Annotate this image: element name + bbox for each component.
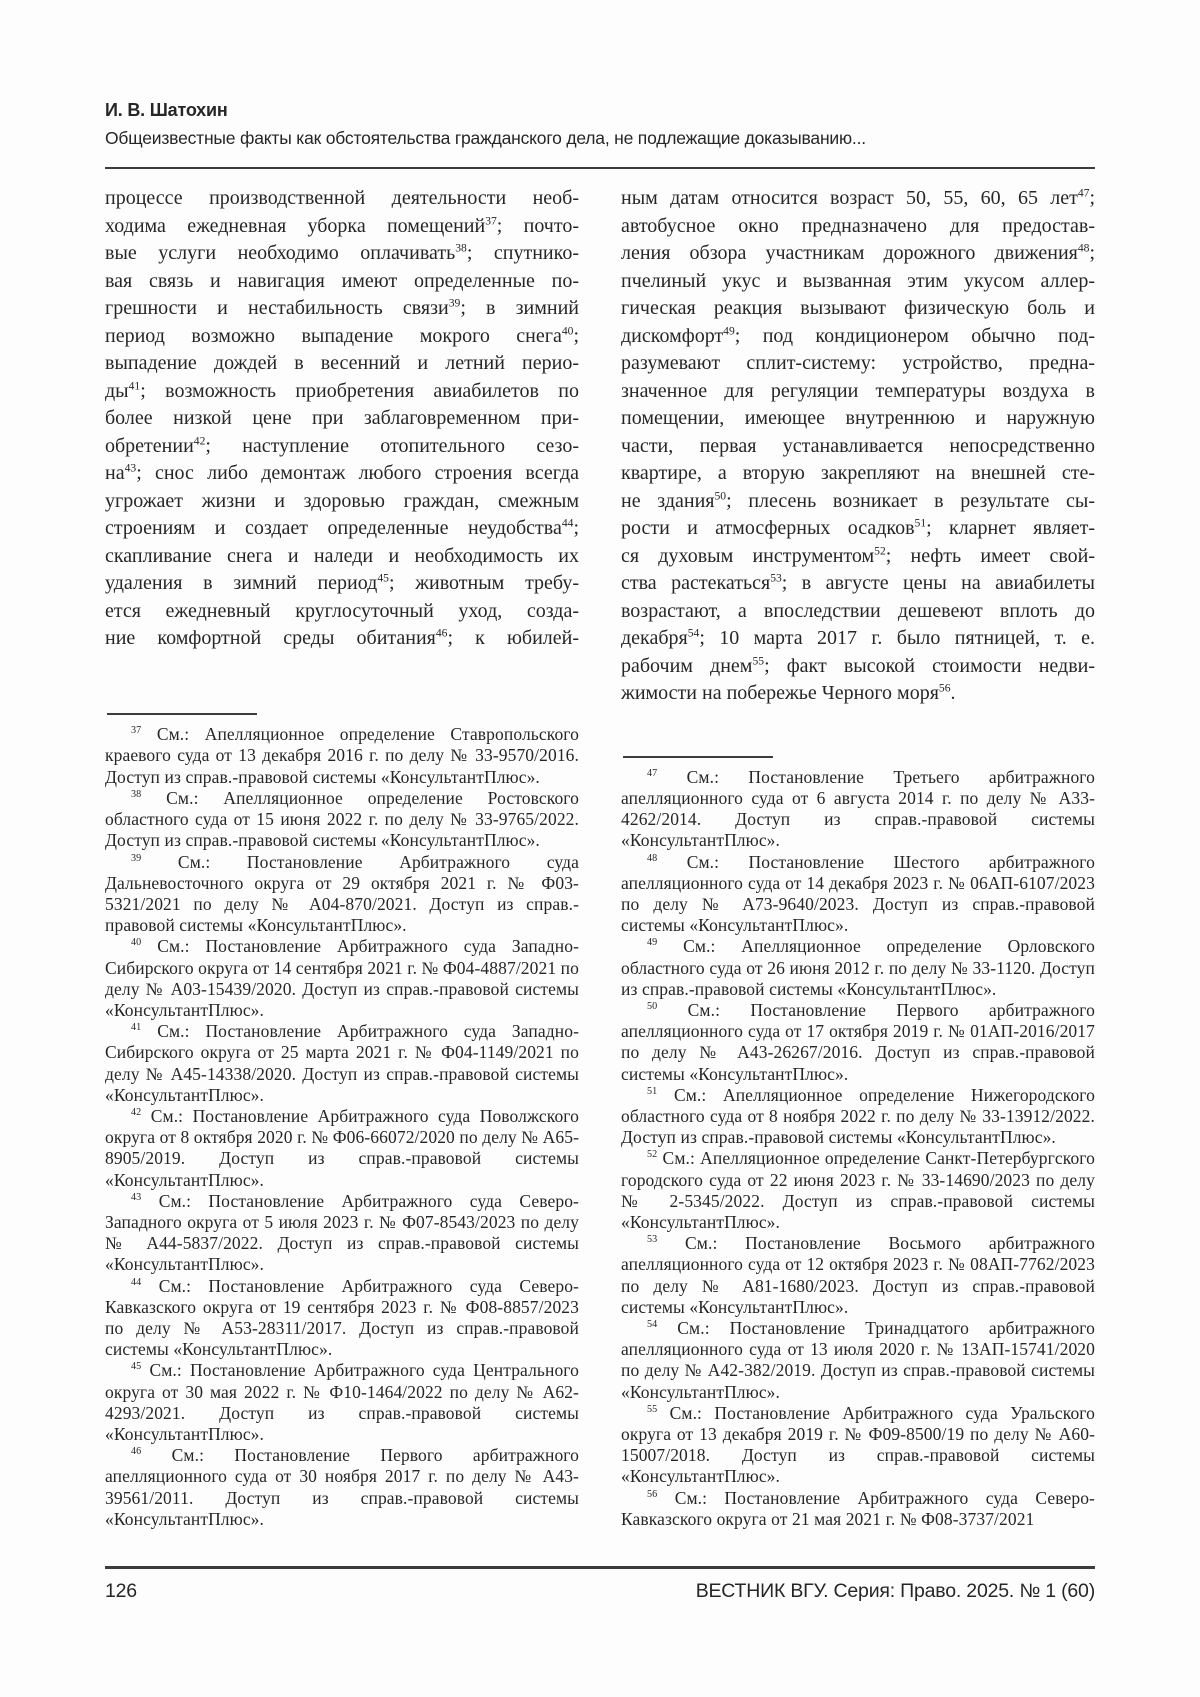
footnote-ref: 40 [561,323,574,337]
body-line: разумевают сплит-систему: устройство, предна- [621,352,1095,374]
body-line: жимости на побережье Черного моря$^{56}$. [621,681,956,704]
footnote-ref: 39 [448,296,461,310]
footnote-number: 54 [647,1319,658,1331]
body-line: возрастают, а впоследствии дешевеют вплоть до [621,599,1095,622]
right-column [621,185,1095,1530]
footnote-number: 55 [647,1403,658,1415]
footnote-ref: 46 [435,626,448,640]
author-name: И. В. Шатохин [105,100,228,120]
footnote-ref: 50 [714,488,727,502]
footnote-item: $^{42}$ См.: Постановление Арбитражного суда Поволжского округа от 8 октября 2020 г. № Ф06-66072/2020 по делу № А65-8905/2019. Доступ из справ.-правовой системы «КонсультантПлюс». [105,1105,579,1190]
footnote-separator [107,713,257,715]
page-number: 126 [105,1580,137,1602]
footnote-item: $^{45}$ См.: Постановление Арбитражного суда Центрального округа от 30 мая 2022 г. № Ф10-1464/2022 по делу № А62-4293/2021. Доступ из справ.-правовой системы «КонсультантПлюс». [105,1360,579,1444]
footnote-item: $^{55}$ См.: Постановление Арбитражного суда Уральского округа от 13 декабря 2019 г. № Ф09-8500/19 по делу № А60-15007/2018. Доступ из справ.-правовой системы «КонсультантПлюс». [621,1402,1095,1487]
footnote-number: 37 [131,725,142,737]
footnote-number: 53 [647,1234,658,1246]
right-column-footnotes [621,767,1095,1530]
footer-rule [105,1566,1095,1569]
footnote-item: $^{41}$ См.: Постановление Арбитражного суда Западно-Сибирского округа от 25 марта 2021 г. № Ф04-1149/2021 по делу № А45-14338/2020. Доступ из справ.-правовой системы «КонсультантПлюс». [105,1021,579,1105]
footnote-separator [623,756,773,758]
left-column-footnotes [105,724,579,1530]
footnote-ref: 38 [455,241,467,255]
footnote-item: $^{56}$ См.: Постановление Арбитражного суда Северо-Кавказского округа от 21 мая 2021 г. № Ф08-3737/2021 [621,1487,1095,1529]
footnote-ref: 43 [124,461,137,475]
footnote-number: 45 [131,1361,142,1373]
body-line: $на^{43}$; снос либо демонтаж любого строения всегда [105,461,579,484]
footnote-number: 50 [647,1001,658,1013]
body-line: $ды^{41}$; возможность приобретения авиабилетов по [105,378,579,402]
footnote-item: $^{52}$ См.: Апелляционное определение Санкт-Петербургского городского суда от 22 июня 2023 г. № 33-14690/2023 по делу № 2-5345/2022. Доступ из справ.-правовой системы «КонсультантПлюс». [621,1148,1095,1232]
footnote-ref: 41 [128,378,141,392]
body-line: ние комфортной среды обитания$^{46}$; к юбилей- [105,626,579,649]
footnote-number: 43 [131,1191,142,1203]
page-footer [105,1580,1095,1603]
footnote-ref: 49 [723,323,735,337]
left-column [105,185,579,1530]
footnote-ref: 55 [752,653,765,667]
body-line: ства растекаться$^{53}$; в августе цены на авиабилеты [621,571,1095,594]
footnote-ref: 54 [687,626,700,640]
footnote-ref: 37 [485,213,497,227]
footnote-item: $^{47}$ См.: Постановление Третьего арбитражного апелляционного суда от 6 августа 2014 г. по делу № А33-4262/2014. Доступ из справ.-правовой системы «КонсультантПлюс». [621,766,1095,851]
footnote-item: $^{46}$ См.: Постановление Первого арбитражного апелляционного суда от 30 ноября 2017 г. по делу № А43-39561/2011. Доступ из справ.-правовой системы «КонсультантПлюс». [105,1445,579,1529]
footnote-item: $^{49}$ См.: Апелляционное определение Орловского областного суда от 26 июня 2012 г. по делу № 33-1120. Доступ из справ.-правовой системы «КонсультантПлюс». [621,936,1095,999]
body-line: не здания$^{50}$; плесень возникает в результате сы- [621,488,1095,512]
footnote-ref: 52 [874,543,886,557]
body-line: ся духовым инструментом$^{52}$; нефть имеет свой- [621,543,1095,567]
body-line: период возможно выпадение мокрого снега$^{40}$; [105,323,579,347]
footnote-number: 41 [131,1022,142,1034]
footnote-number: 52 [647,1149,658,1161]
footnote-number: 38 [131,789,142,801]
footnote-item: $^{40}$ См.: Постановление Арбитражного суда Западно-Сибирского округа от 14 сентября 2021 г. № Ф04-4887/2021 по делу № А03-15439/2020. Доступ из справ.-правовой системы «КонсультантПлюс». [105,936,579,1020]
body-line: автобусное окно предназначено для предостав- [621,214,1095,237]
footnote-ref: 53 [770,571,782,585]
body-line: ходима ежедневная уборка помещений$^{37}$; почто- [105,213,579,237]
footnote-ref: 51 [914,516,927,530]
body-line: рабочим днем$^{55}$; факт высокой стоимости недви- [621,653,1096,677]
body-line: вая связь и навигация имеют определенные по- [105,269,579,292]
body-line: более низкой цене при заблаговременном при- [105,407,579,429]
footnote-number: 44 [131,1276,142,1288]
footnote-number: 48 [647,852,658,864]
footnote-number: 56 [647,1488,658,1500]
footnote-number: 46 [131,1446,142,1458]
body-line: ления обзора участникам дорожного движения$^{48}$; [621,241,1095,264]
body-line: вые услуги необходимо оплачивать$^{38}$; спутнико- [105,241,579,264]
footnote-item: $^{39}$ См.: Постановление Арбитражного суда Дальневосточного округа от 29 октября 2021 г. № Ф03-5321/2021 по делу № А04-870/2021. Доступ из справ.-правовой системы «КонсультантПлюс». [105,851,579,936]
footnote-ref: 56 [938,681,951,695]
footnote-ref: 48 [1077,241,1090,255]
body-line: процессе производственной деятельности необ- [105,187,579,209]
body-line: угрожает жизни и здоровью граждан, смежным [105,489,579,512]
footnote-item: $^{51}$ См.: Апелляционное определение Нижегородского областного суда от 8 ноября 2022 г. по делу № 33-13912/2022. Доступ из справ.-правовой системы «КонсультантПлюс». [621,1084,1095,1148]
footnote-number: 40 [131,937,142,949]
footnote-item: $^{48}$ См.: Постановление Шестого арбитражного апелляционного суда от 14 декабря 2023 г. № 06АП-6107/2023 по делу № А73-9640/2023. Доступ из справ.-правовой системы «КонсультантПлюс». [621,851,1095,936]
body-line: грешности и нестабильность связи$^{39}$; в зимний [105,296,579,319]
footnote-item: $^{44}$ См.: Постановление Арбитражного суда Северо-Кавказского округа от 19 сентября 2023 г. № Ф08-8857/2023 по делу № А53-28311/2017. Доступ из справ.-правовой системы «КонсультантПлюс». [105,1275,579,1360]
footnote-number: 42 [131,1107,142,1119]
footnote-number: 39 [131,852,142,864]
left-column-body [105,185,579,653]
body-line: рости и атмосферных осадков$^{51}$; кларнет являет- [621,516,1095,539]
two-column-text [105,185,1095,1530]
body-line: дискомфорт$^{49}$; под кондиционером обычно под- [621,323,1095,347]
body-line: обретении$^{42}$; наступление отопительного сезо- [105,433,579,457]
body-line: выпадение дождей в весенний и летний перио- [105,352,579,374]
body-line: гическая реакция вызывают физическую боль и [621,297,1095,319]
header-rule [105,167,1095,169]
footnote-ref: 44 [561,516,574,530]
footnote-number: 47 [647,767,658,779]
footnote-ref: 42 [193,433,206,447]
body-line: квартире, а вторую закрепляют на внешней сте- [621,462,1095,484]
footnote-ref: 47 [1077,186,1090,200]
footnote-ref: 45 [377,571,389,585]
body-line: строениям и создает определенные неудобства$^{44}$; [105,516,579,539]
footnote-number: 51 [647,1085,658,1097]
right-column-body [621,185,1095,708]
body-line: ным датам относится возраст 50, 55, 60, 65 лет$^{47}$; [621,186,1095,209]
footnote-item: $^{38}$ См.: Апелляционное определение Ростовского областного суда от 15 июня 2022 г. по делу № 33-9765/2022. Доступ из справ.-правовой системы «КонсультантПлюс». [105,787,579,851]
body-line: значенное для регуляции температуры воздуха в [621,379,1095,402]
footnote-item: $^{43}$ См.: Постановление Арбитражного суда Северо-Западного округа от 5 июля 2023 г. № Ф07-8543/2023 по делу № А44-5837/2022. Доступ из справ.-правовой системы «КонсультантПлюс». [105,1190,579,1275]
journal-info: ВЕСТНИК ВГУ. Серия: Право. 2025. № 1 (60) [695,1580,1095,1602]
body-line: скапливание снега и наледи и необходимость их [105,544,579,567]
running-title: Общеизвестные факты как обстоятельства гражданского дела, не подлежащие доказыванию... [105,128,866,148]
body-line: декабря$^{54}$; 10 марта 2017 г. было пятницей, т. е. [621,626,1095,649]
footnote-item: $^{50}$ См.: Постановление Первого арбитражного апелляционного суда от 17 октября 2019 г. № 01АП-2016/2017 по делу № А43-26267/2016. Доступ из справ.-правовой системы «КонсультантПлюс». [621,999,1095,1084]
footnote-item: $^{37}$ См.: Апелляционное определение Ставропольского краевого суда от 13 декабря 2016 г. по делу № 33-9570/2016. Доступ из справ.-правовой системы «КонсультантПлюс». [105,724,579,787]
footnote-item: $^{53}$ См.: Постановление Восьмого арбитражного апелляционного суда от 12 октября 2023 г. № 08АП-7762/2023 по делу № А81-1680/2023. Доступ из справ.-правовой системы «КонсультантПлюс». [621,1233,1095,1317]
body-line: пчелиный укус и вызванная этим укусом аллер- [621,269,1095,292]
body-line: части, первая устанавливается непосредственно [621,434,1095,457]
body-line: удаления в зимний период$^{45}$; животным требу- [105,571,579,594]
body-line: помещении, имеющее внутреннюю и наружную [621,407,1095,429]
page-header [105,100,1095,149]
footnote-item: $^{54}$ См.: Постановление Тринадцатого арбитражного апелляционного суда от 13 июля 2020 г. № 13АП-15741/2020 по делу № А42-382/2019. Доступ из справ.-правовой системы «КонсультантПлюс». [621,1317,1095,1402]
right-footnote-block [621,756,1095,1530]
footnote-number: 49 [647,937,658,949]
left-footnote-block [105,713,579,1530]
body-line: ется ежедневный круглосуточный уход, созда- [105,599,579,622]
